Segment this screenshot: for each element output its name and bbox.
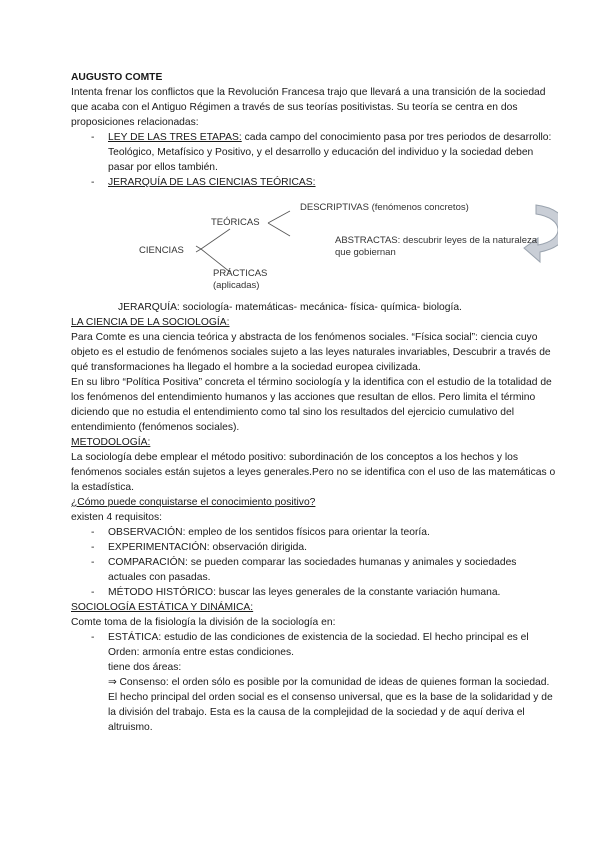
ciencia-paragraph-2: En su libro “Política Positiva” concreta el término sociología y la identifica con el estudio de la totalidad de los fenómenos del entendimiento humanos y las acciones que resultan de ellos. Pero limita el término diciendo que no estudia el entendimiento como tal sino los resultados del ejercicio cumulativo del entendimiento (fenómenos sociales). (71, 377, 552, 433)
list-item (71, 540, 556, 555)
section-heading-estatica: SOCIOLOGÍA ESTÁTICA Y DINÁMICA: (71, 602, 254, 613)
diagram-abstractas-label: ABSTRACTAS: descubrir leyes de la naturaleza (335, 235, 538, 246)
diagram-teoricas-label: TEÓRICAS (211, 217, 260, 228)
diagram-descriptivas-label: DESCRIPTIVAS (fenómenos concretos) (300, 202, 469, 213)
list-item (71, 130, 556, 175)
sciences-diagram (68, 190, 556, 300)
estatica-intro: Comte toma de la fisiología la división de la sociología en: (71, 617, 336, 628)
list-item (71, 630, 556, 660)
requisito-text: COMPARACIÓN: se pueden comparar las sociedades humanas y animales y sociedades actuales con pasadas. (108, 557, 517, 583)
bullet-dash: - (91, 527, 95, 538)
diagram-abstractas-label-2: que gobiernan (335, 247, 396, 258)
bullet-dash: - (91, 557, 95, 568)
branch-line (196, 249, 201, 252)
section-heading-ciencia: LA CIENCIA DE LA SOCIOLOGÍA: (71, 317, 230, 328)
branch-line (201, 229, 230, 249)
bullet-dash: - (91, 132, 95, 143)
metodologia-paragraph: La sociología debe emplear el método positivo: subordinación de los conceptos a los hechos y los fenómenos sociales están sujetos a leyes generales.Pero no se identifica con el uso de las matemáticas o la estadística. (71, 452, 556, 493)
requisito-text: MÉTODO HISTÓRICO: buscar las leyes generales de la constante variación humana. (108, 587, 501, 598)
page-title: AUGUSTO COMTE (71, 72, 163, 83)
branch-line (268, 211, 290, 223)
requisitos-list (71, 525, 556, 600)
diagram-practicas-sub: (aplicadas) (213, 280, 260, 291)
proposition-label: LEY DE LAS TRES ETAPAS: (108, 132, 242, 143)
intro-paragraph: Intenta frenar los conflictos que la Revolución Francesa trajo que llevará a una transición de la sociedad que acaba con el Antiguo Régimen a través de sus teorías positivistas. Su teoría se centra en dos proposiciones relacionadas: (71, 87, 546, 128)
list-item (71, 585, 556, 600)
list-item (71, 525, 556, 540)
requisito-text: OBSERVACIÓN: empleo de los sentidos físicos para orientar la teoría. (108, 527, 430, 538)
ciencia-paragraph-1: Para Comte es una ciencia teórica y abstracta de los fenómenos sociales. “Física social”: ciencia cuyo objeto es el estudio de fenómenos sociales sujeto a las leyes naturales invariables, Descubrir a través de qué transformaciones ha llegado el hombre a la sociedad europea civilizada. (71, 332, 551, 373)
estatica-text: ESTÁTICA: estudio de las condiciones de existencia de la sociedad. El hecho principal es el Orden: armonía entre estas condiciones. (108, 632, 529, 658)
diagram-practicas-label: PRÁCTICAS (213, 268, 268, 279)
bullet-dash: - (91, 632, 95, 643)
requisitos-intro: existen 4 requisitos: (71, 512, 163, 523)
section-heading-metodologia: METODOLOGÍA: (71, 437, 151, 448)
diagram-root-label: CIENCIAS (139, 245, 184, 256)
section-heading-conquista: ¿Cómo puede conquistarse el conocimiento positivo? (71, 497, 316, 508)
document-page (71, 70, 556, 735)
proposition-label: JERARQUÍA DE LAS CIENCIAS TEÓRICAS: (108, 177, 316, 188)
bullet-dash: - (91, 587, 95, 598)
areas-line: tiene dos áreas: (108, 662, 182, 673)
bullet-dash: - (91, 542, 95, 553)
branch-line (196, 246, 201, 249)
list-item (71, 175, 556, 190)
requisito-text: EXPERIMENTACIÓN: observación dirigida. (108, 542, 307, 553)
consenso-paragraph: ⇒ Consenso: el orden sólo es posible por la comunidad de ideas de quienes forman la sociedad. El hecho principal del orden social es el consenso universal, que es la base de la solidaridad y de la división del trabajo. Esta es la causa de la complejidad de la sociedad y de aquí deriva el altruismo. (108, 677, 553, 733)
jerarquia-line: JERARQUÍA: sociología- matemáticas- mecánica- física- química- biología. (118, 302, 462, 313)
list-item (71, 555, 556, 585)
estatica-list (71, 630, 556, 660)
propositions-list (71, 130, 556, 190)
proposition-text: cada campo del conocimiento pasa por tres periodos de desarrollo: Teológico, Metafísico y Positivo, y el desarrollo y educación del individuo y la sociedad deben pasar por ellos también. (108, 132, 552, 173)
branch-line (268, 223, 290, 236)
bullet-dash: - (91, 177, 95, 188)
